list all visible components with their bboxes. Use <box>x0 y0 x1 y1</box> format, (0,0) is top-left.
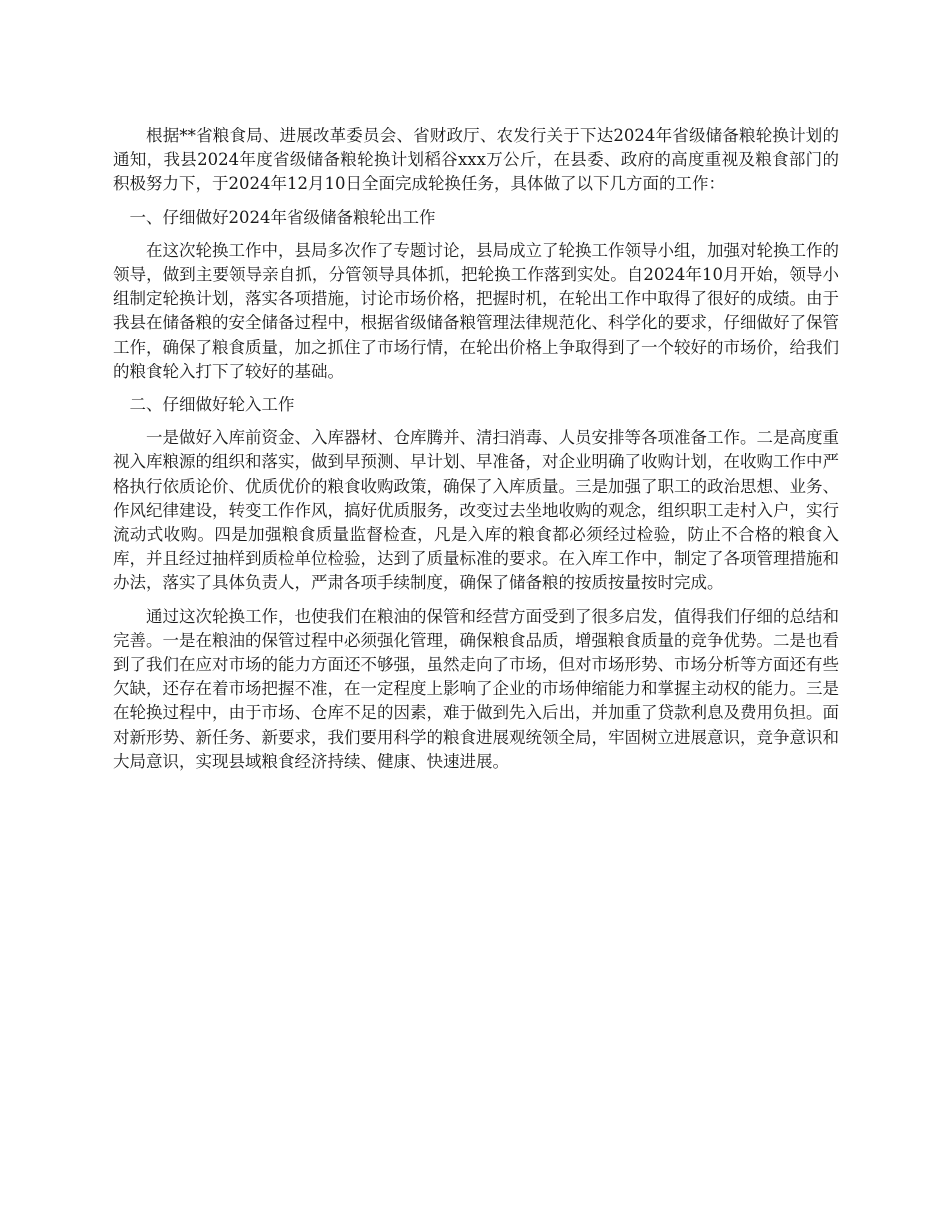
section-2-paragraph: 一是做好入库前资金、入库器材、仓库腾并、清扫消毒、人员安排等各项准备工作。二是高度重视入库粮源的组织和落实，做到早预测、早计划、早准备，对企业明确了收购计划，在收购工作中严格执行依质论价、优质优价的粮食收购政策，确保了入库质量。三是加强了职工的政治思想、业务、作风纪律建设，转变工作作风，搞好优质服务，改变过去坐地收购的观念，组织职工走村入户，实行流动式收购。四是加强粮食质量监督检查，凡是入库的粮食都必须经过检验，防止不合格的粮食入库，并且经过抽样到质检单位检验，达到了质量标准的要求。在入库工作中，制定了各项管理措施和办法，落实了具体负责人，严肃各项手续制度，确保了储备粮的按质按量按时完成。 <box>113 428 839 593</box>
summary-paragraph: 通过这次轮换工作，也使我们在粮油的保管和经营方面受到了很多启发，值得我们仔细的总结和完善。一是在粮油的保管过程中必须强化管理，确保粮食品质，增强粮食质量的竞争优势。二是也看到了我们在应对市场的能力方面还不够强，虽然走向了市场，但对市场形势、市场分析等方面还有些欠缺，还存在着市场把握不准，在一定程度上影响了企业的市场伸缩能力和掌握主动权的能力。三是在轮换过程中，由于市场、仓库不足的因素，难于做到先入后出，并加重了贷款利息及费用负担。面对新形势、新任务、新要求，我们要用科学的粮食进展观统领全局，牢固树立进展意识，竞争意识和大局意识，实现县域粮食经济持续、健康、快速进展。 <box>113 606 839 771</box>
section-heading-2: 二、仔细做好轮入工作 <box>129 395 295 415</box>
document-body <box>113 124 839 783</box>
intro-paragraph: 根据**省粮食局、进展改革委员会、省财政厅、农发行关于下达2024年省级储备粮轮换计划的通知，我县2024年度省级储备粮轮换计划稻谷xxx万公斤，在县委、政府的高度重视及粮食部门的积极努力下，于2024年12月10日全面完成轮换任务，具体做了以下几方面的工作： <box>113 126 839 194</box>
section-heading-1: 一、仔细做好2024年省级储备粮轮出工作 <box>129 207 436 227</box>
section-1-paragraph: 在这次轮换工作中，县局多次作了专题讨论，县局成立了轮换工作领导小组，加强对轮换工作的领导，做到主要领导亲自抓，分管领导具体抓，把轮换工作落到实处。自2024年10月开始，领导小组制定轮换计划，落实各项措施，讨论市场价格，把握时机，在轮出工作中取得了很好的成绩。由于我县在储备粮的安全储备过程中，根据省级储备粮管理法律规范化、科学化的要求，仔细做好了保管工作，确保了粮食质量，加之抓住了市场行情，在轮出价格上争取得到了一个较好的市场价，给我们的粮食轮入打下了较好的基础。 <box>113 240 839 381</box>
